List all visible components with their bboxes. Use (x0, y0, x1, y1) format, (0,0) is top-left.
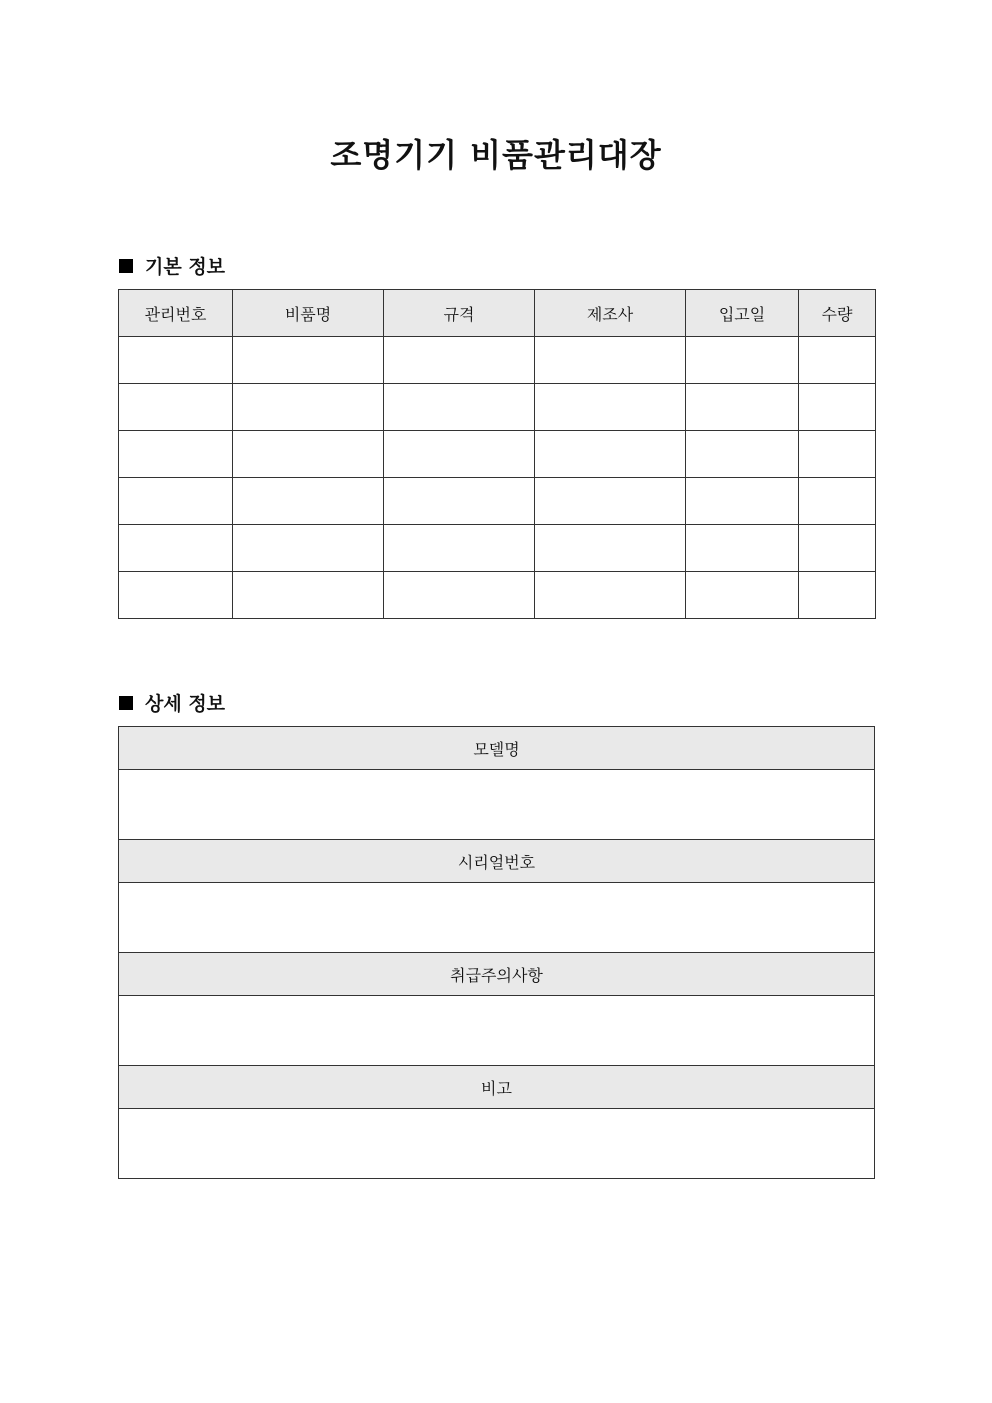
model-name-field[interactable] (119, 770, 875, 840)
detail-value-row (119, 1109, 875, 1179)
basic-info-header-row (119, 290, 876, 337)
handling-precautions-field[interactable] (119, 996, 875, 1066)
table-row (119, 525, 876, 572)
handling-precautions-label: 취급주의사항 (119, 953, 875, 996)
detail-label-row (119, 1066, 875, 1109)
table-row (119, 478, 876, 525)
table-cell[interactable] (119, 572, 233, 619)
table-cell[interactable] (799, 572, 876, 619)
serial-number-label: 시리얼번호 (119, 840, 875, 883)
basic-info-table (118, 289, 876, 619)
table-cell[interactable] (535, 431, 686, 478)
detail-value-row (119, 883, 875, 953)
table-cell[interactable] (799, 478, 876, 525)
table-cell[interactable] (799, 431, 876, 478)
table-cell[interactable] (119, 478, 233, 525)
table-cell[interactable] (535, 478, 686, 525)
table-cell[interactable] (119, 337, 233, 384)
table-cell[interactable] (799, 525, 876, 572)
remarks-label: 비고 (119, 1066, 875, 1109)
square-bullet-icon (119, 696, 133, 710)
table-cell[interactable] (119, 384, 233, 431)
page-title: 조명기기 비품관리대장 (330, 136, 662, 174)
table-cell[interactable] (535, 525, 686, 572)
table-cell[interactable] (686, 478, 799, 525)
column-header-item-name: 비품명 (233, 290, 384, 337)
table-cell[interactable] (686, 384, 799, 431)
square-bullet-icon (119, 259, 133, 273)
detail-info-heading-label: 상세 정보 (145, 693, 226, 715)
detail-info-table (118, 726, 875, 1179)
table-cell[interactable] (384, 478, 535, 525)
table-cell[interactable] (384, 572, 535, 619)
table-cell[interactable] (799, 337, 876, 384)
detail-label-row (119, 727, 875, 770)
detail-label-row (119, 840, 875, 883)
serial-number-field[interactable] (119, 883, 875, 953)
table-cell[interactable] (535, 572, 686, 619)
table-cell[interactable] (233, 525, 384, 572)
table-cell[interactable] (384, 525, 535, 572)
table-cell[interactable] (233, 431, 384, 478)
table-cell[interactable] (233, 337, 384, 384)
table-cell[interactable] (119, 431, 233, 478)
basic-info-heading (119, 252, 225, 279)
detail-info-heading (119, 689, 225, 716)
table-cell[interactable] (233, 572, 384, 619)
table-row (119, 337, 876, 384)
table-row (119, 572, 876, 619)
table-row (119, 431, 876, 478)
table-cell[interactable] (384, 431, 535, 478)
column-header-specification: 규격 (384, 290, 535, 337)
table-cell[interactable] (686, 337, 799, 384)
remarks-field[interactable] (119, 1109, 875, 1179)
basic-info-heading-label: 기본 정보 (145, 256, 226, 278)
detail-value-row (119, 996, 875, 1066)
column-header-manufacturer: 제조사 (535, 290, 686, 337)
table-cell[interactable] (384, 384, 535, 431)
table-cell[interactable] (686, 572, 799, 619)
table-row (119, 384, 876, 431)
model-name-label: 모델명 (119, 727, 875, 770)
column-header-quantity: 수량 (799, 290, 876, 337)
table-cell[interactable] (233, 384, 384, 431)
detail-value-row (119, 770, 875, 840)
table-cell[interactable] (535, 384, 686, 431)
detail-label-row (119, 953, 875, 996)
table-cell[interactable] (799, 384, 876, 431)
table-cell[interactable] (686, 525, 799, 572)
column-header-receipt-date: 입고일 (686, 290, 799, 337)
table-cell[interactable] (535, 337, 686, 384)
table-cell[interactable] (119, 525, 233, 572)
column-header-management-number: 관리번호 (119, 290, 233, 337)
table-cell[interactable] (233, 478, 384, 525)
table-cell[interactable] (686, 431, 799, 478)
table-cell[interactable] (384, 337, 535, 384)
